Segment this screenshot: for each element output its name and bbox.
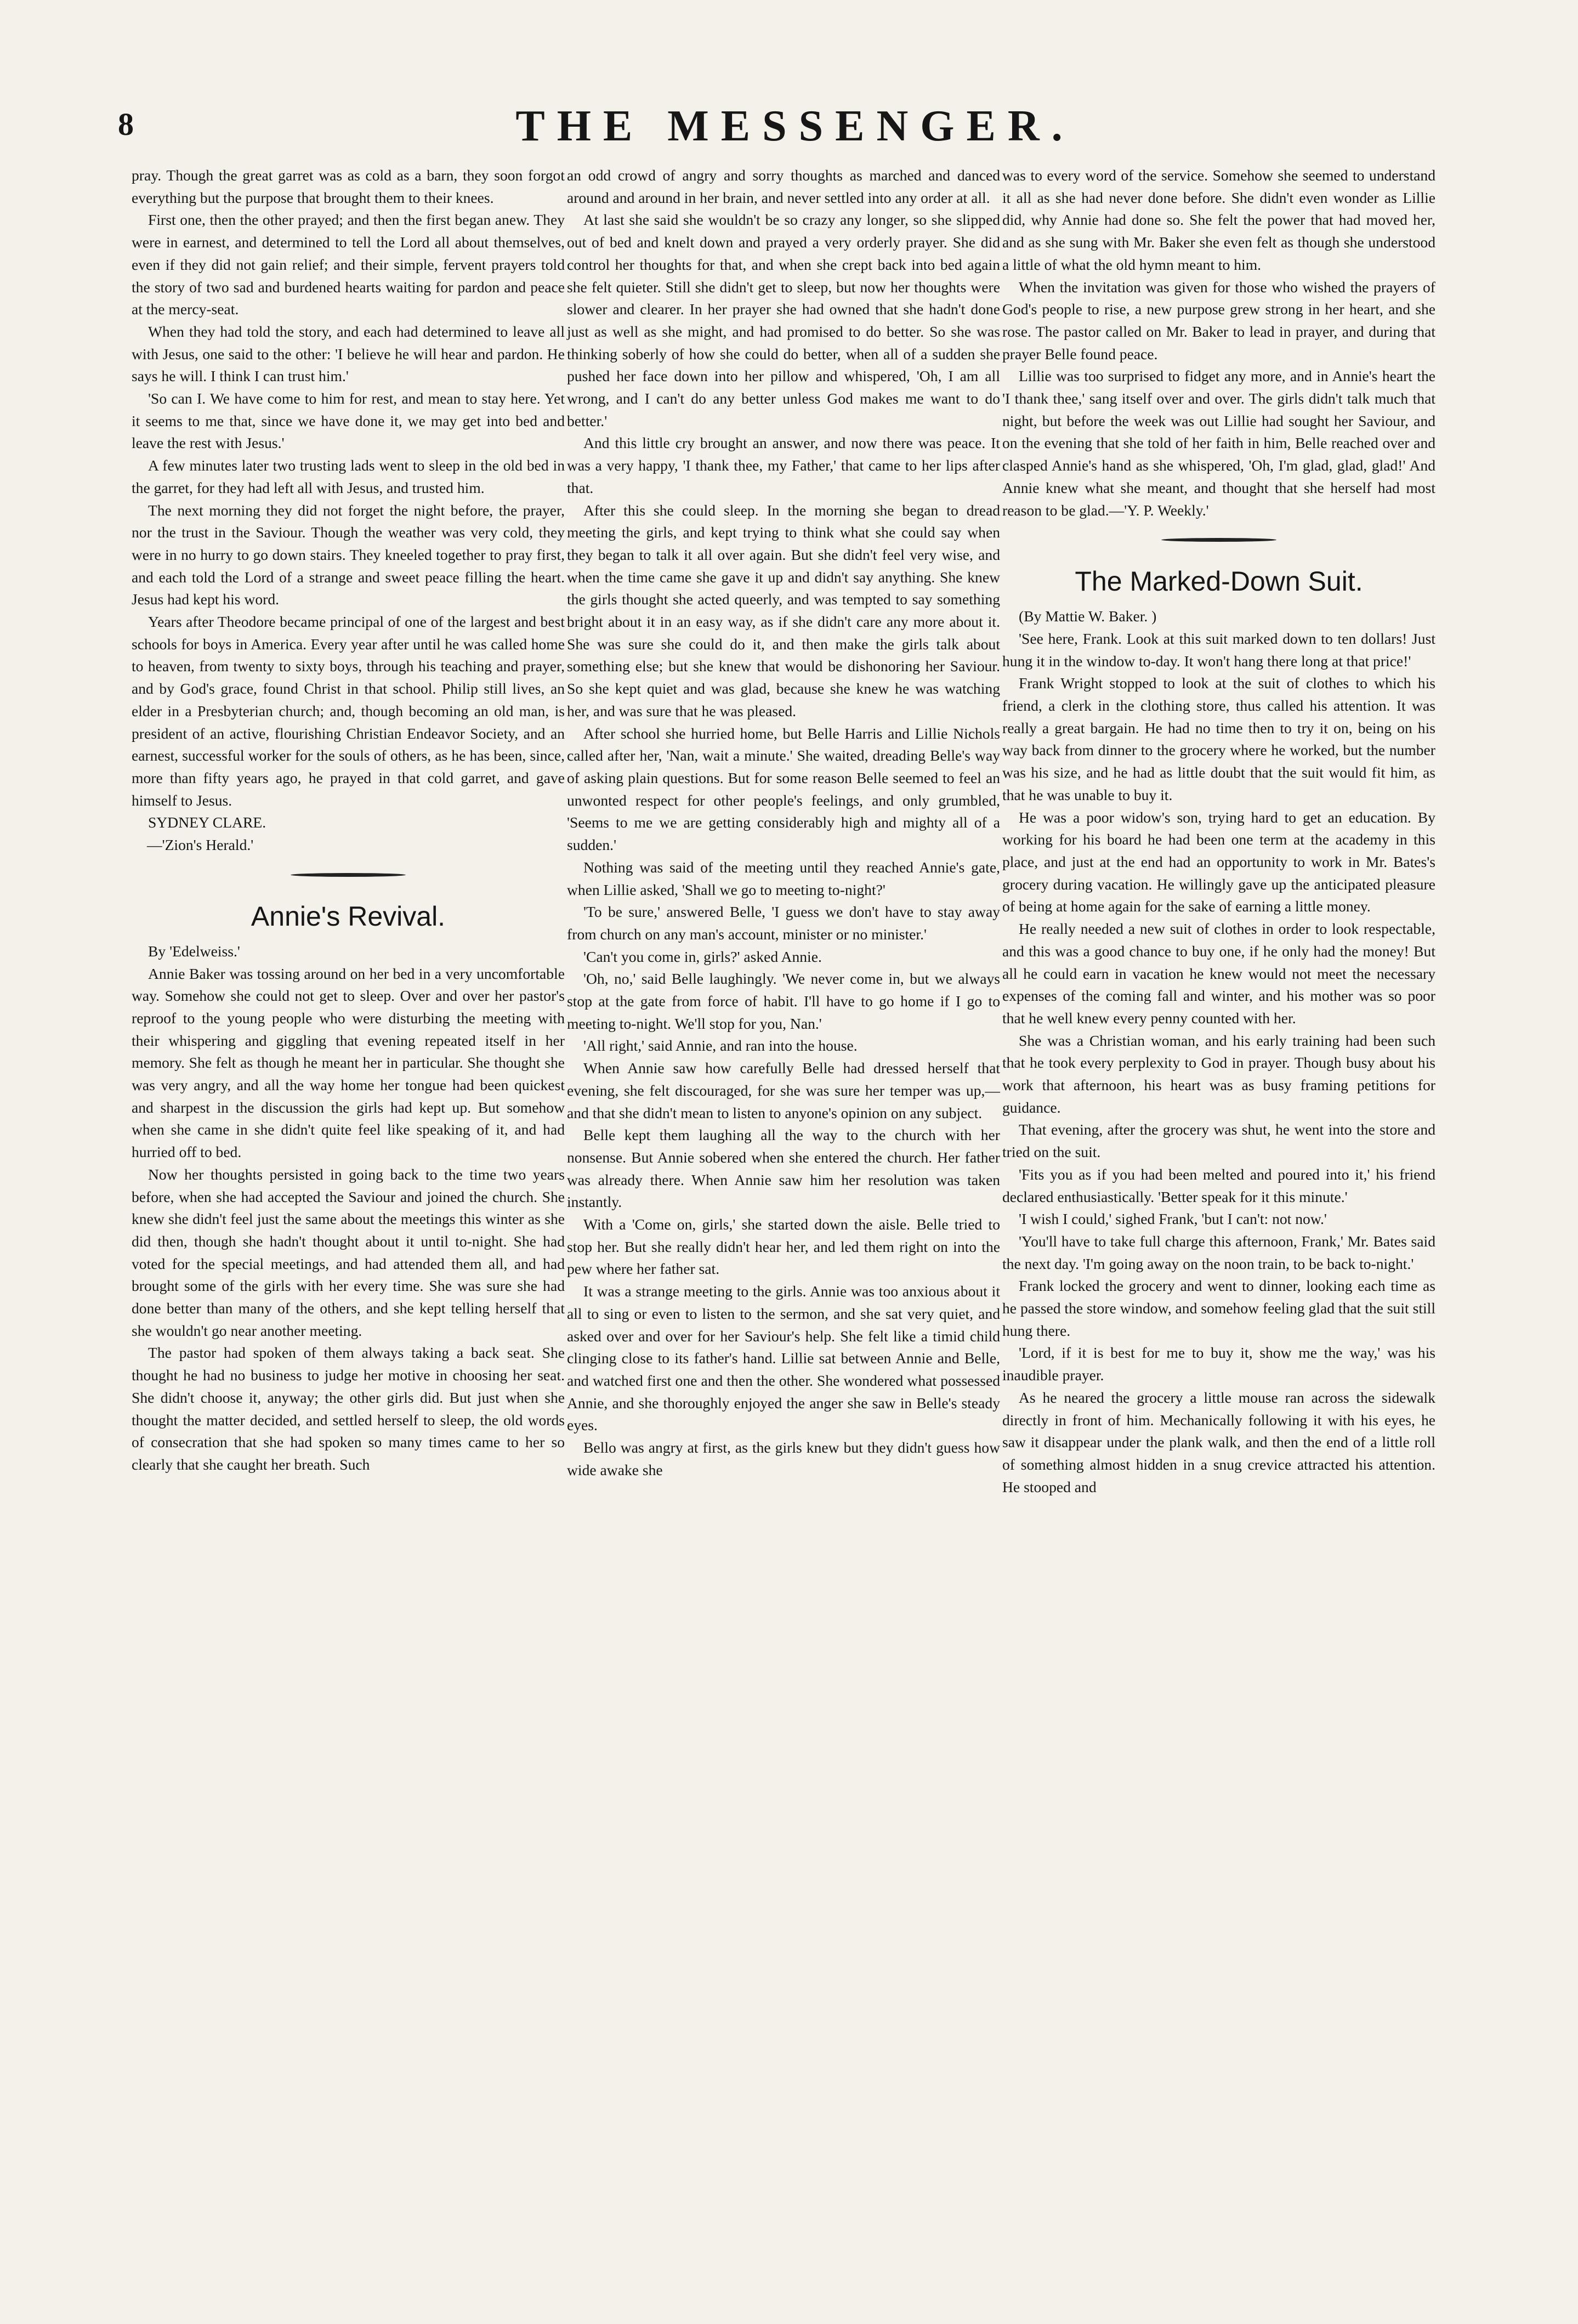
story3-paragraph: 'Lord, if it is best for me to buy it, show me the way,' was his inaudible prayer. — [1002, 1344, 1435, 1384]
story3-paragraph: Frank Wright stopped to look at the suit of clothes to which his friend, a clerk in the clothing store, thus called his attention. It was really a great bargain. He had no time then to try it on, being on his way back from dinner to the grocery where he worked, but the number was his size, and he had as little doubt that the suit would fit him, as that he was unable to buy it. — [1002, 674, 1435, 803]
story3-paragraph: She was a Christian woman, and his early training had been such that he took every perplexity to God in prayer. Though busy about his work that afternoon, his heart was as busy framing petitions for guidance. — [1002, 1031, 1435, 1116]
story3-paragraph: 'Fits you as if you had been melted and poured into it,' his friend declared enthusiastically. 'Better speak for it this minute.' — [1002, 1165, 1435, 1205]
story3-paragraph: 'See here, Frank. Look at this suit marked down to ten dollars! Just hung it in the window to-day. It won't hang there long at that price!' — [1002, 630, 1435, 670]
story2-paragraph: And this little cry brought an answer, and now there was peace. It was a very happy, 'I thank thee, my Father,' that came to her lips after that. — [567, 434, 1000, 496]
story2-paragraph: It was a strange meeting to the girls. Annie was too anxious about it all to sing or even to listen to the sermon, and she sat very quiet, and asked over and over for her Saviour's help. She felt like a timid child clinging close to its father's hand. Lillie sat between Annie and Belle, and watched first one and then the other. She wondered what possessed Annie, and she thoroughly enjoyed the anger she saw in Belle's steady eyes. — [567, 1283, 1000, 1434]
story2-paragraph: After school she hurried home, but Belle Harris and Lillie Nichols called after her, 'Nan, wait a minute.' She waited, dreading Belle's way of asking plain questions. But for some reason Belle seemed to feel an unwonted respect for other people's feelings, and only grumbled, 'Seems to me we are getting considerably high and mighty all of a sudden.' — [567, 724, 1000, 854]
story2-title: Annie's Revival. — [251, 900, 446, 932]
column-3 — [1002, 165, 1435, 1498]
story2-byline: By 'Edelweiss.' — [148, 942, 240, 960]
story1-paragraph: Years after Theodore became principal of one of the largest and best schools for boys in America. Every year after until he was called home to heaven, from twenty to sixty boys, through his teaching and prayer, and by God's grace, found Christ in that school. Philip still lives, an elder in a Presbyterian church; and, though becoming an old man, is president of an active, flourishing Christian Endeavor Society, and an earnest, successful worker for the souls of others, as he has been, since, more than fifty years ago, he prayed in that cold garret, and gave himself to Jesus. — [132, 613, 565, 809]
story2-paragraph: At last she said she wouldn't be so crazy any longer, so she slipped out of bed and knelt down and prayed a very orderly prayer. She did control her thoughts for that, and when she crept back into bed again she felt quieter. Still she didn't get to sleep, but now her thoughts were slower and clearer. In her prayer she had owned that she hadn't done just as well as she might, and had promised to do better. So she was thinking soberly of how she could do better, when all of a sudden she pushed her face down into her pillow and whispered, 'Oh, I am all wrong, and I can't do any better unless God makes me want to do better.' — [567, 211, 1000, 429]
section-divider — [291, 873, 406, 877]
story3-paragraph: Frank locked the grocery and went to dinner, looking each time as he passed the store window, and somehow feeling glad that the suit still hung there. — [1002, 1277, 1435, 1339]
story2-paragraph: After this she could sleep. In the morning she began to dread meeting the girls, and kept trying to think what she could say when they began to talk it all over again. But she didn't feel very wise, and when the time came she gave it up and didn't say anything. She knew the girls thought she acted queerly, and was tempted to say something bright about it in an easy way, as if she didn't care any more about it. She was sure she could do it, and then make the girls talk about something else; but she knew that would be dishonoring her Saviour. So she kept quiet and was glad, because she knew he was watching her, and was sure that he was pleased. — [567, 501, 1000, 719]
section-divider — [1161, 538, 1276, 542]
masthead — [118, 101, 1472, 151]
newspaper-title: THE MESSENGER. — [515, 102, 1075, 150]
page-number: 8 — [118, 106, 134, 142]
story2-paragraph: 'Oh, no,' said Belle laughingly. 'We never come in, but we always stop at the gate from force of habit. I'll have to go home if I go to meeting to-night. We'll stop for you, Nan.' — [567, 970, 1000, 1032]
story1-paragraph: A few minutes later two trusting lads went to sleep in the old bed in the garret, for they had left all with Jesus, and trusted him. — [132, 457, 565, 496]
story1-credit: —'Zion's Herald.' — [147, 836, 254, 854]
story2-paragraph: When Annie saw how carefully Belle had dressed herself that evening, she felt discouraged, for she was sure her temper was up,—and that she didn't mean to listen to anyone's opinion on any subject. — [567, 1059, 1000, 1121]
story3-paragraph: He was a poor widow's son, trying hard to get an education. By working for his board he had been one term at the academy in this place, and just at the end had an opportunity to work in Mr. Bates's grocery during vacation. He willingly gave up the anticipated pleasure of being at home again for the sake of earning a little money. — [1002, 808, 1435, 915]
story2-paragraph: an odd crowd of angry and sorry thoughts as marched and danced around and around in her brain, and never settled into any order at all. — [567, 167, 1000, 206]
story2-paragraph: Nothing was said of the meeting until they reached Annie's gate, when Lillie asked, 'Shall we go to meeting to-night?' — [567, 858, 1000, 898]
story2-paragraph: The pastor had spoken of them always taking a back seat. She thought he had no business to judge her motive in choosing her seat. She didn't choose it, anyway; the other girls did. But just when she thought the matter decided, and settled herself to sleep, the old words of consecration that she had spoken so many times came to her so clearly that she caught her breath. Such — [132, 1344, 565, 1473]
column-1 — [132, 165, 565, 1476]
story3-paragraph: That evening, after the grocery was shut, he went into the store and tried on the suit. — [1002, 1121, 1435, 1161]
story2-paragraph: Bello was angry at first, as the girls knew but they didn't guess how wide awake she — [567, 1439, 1000, 1478]
column-2 — [567, 165, 1000, 1481]
story2-paragraph: 'Can't you come in, girls?' asked Annie. — [583, 948, 822, 965]
story3-paragraph: He really needed a new suit of clothes in order to look respectable, and this was a good chance to buy one, if he only had the money! But all he could earn in vacation he knew would not meet the necessary expenses of the coming fall and winter, and his mother was so poor that he well knew every penny counted with her. — [1002, 920, 1435, 1027]
story2-paragraph: Lillie was too surprised to fidget any more, and in Annie's heart the 'I thank thee,' sang itself over and over. The girls didn't talk much that night, but before the week was out Lillie had sought her Saviour, and on the evening that she told of her faith in him, Belle reached over and clasped Annie's hand as she whispered, 'Oh, I'm glad, glad, glad!' And Annie knew what she meant, and thought that she herself had most reason to be glad.—'Y. P. Weekly.' — [1002, 367, 1435, 519]
story2-paragraph: 'All right,' said Annie, and ran into the house. — [583, 1037, 858, 1055]
story3-paragraph: 'You'll have to take full charge this afternoon, Frank,' Mr. Bates said the next day. 'I'm going away on the noon train, to be back to-night.' — [1002, 1232, 1435, 1272]
story1-paragraph: pray. Though the great garret was as cold as a barn, they soon forgot everything but the purpose that brought them to their knees. — [132, 167, 565, 206]
story2-paragraph: When the invitation was given for those who wished the prayers of God's people to rise, a new purpose grew strong in her heart, and she rose. The pastor called on Mr. Baker to lead in prayer, and during that prayer Belle found peace. — [1002, 278, 1435, 362]
story3-byline: (By Mattie W. Baker. ) — [1019, 608, 1157, 625]
story1-paragraph: First one, then the other prayed; and then the first began anew. They were in earnest, and determined to tell the Lord all about themselves, even if they did not gain relief; and their simple, fervent prayers told the story of two sad and burdened hearts waiting for pardon and peace at the mercy-seat. — [132, 211, 565, 318]
story1-paragraph: 'So can I. We have come to him for rest, and mean to stay here. Yet it seems to me that, since we have done it, we may get into bed and leave the rest with Jesus.' — [132, 390, 565, 452]
story2-paragraph: With a 'Come on, girls,' she started down the aisle. Belle tried to stop her. But she really didn't hear her, and led them right on into the pew where her father sat. — [567, 1216, 1000, 1278]
story3-paragraph: 'I wish I could,' sighed Frank, 'but I can't: not now.' — [1019, 1210, 1327, 1228]
story1-paragraph: When they had told the story, and each had determined to leave all with Jesus, one said to the other: 'I believe he will hear and pardon. He says he will. I think I can trust him.' — [132, 322, 565, 385]
story3-paragraph: As he neared the grocery a little mouse ran across the sidewalk directly in front of him. Mechanically following it with his eyes, he saw it disappear under the plank walk, and then the end of a little roll of something almost hidden in a snug crevice attracted his attention. He stooped and — [1002, 1388, 1435, 1495]
story1-paragraph: The next morning they did not forget the night before, the prayer, nor the trust in the Saviour. Though the weather was very cold, they were in no hurry to go down stairs. They kneeled together to pray first, and each told the Lord of a strange and sweet peace filling the heart. Jesus had kept his word. — [132, 501, 565, 608]
story2-paragraph: was to every word of the service. Somehow she seemed to understand it all as she had never done before. She didn't even wonder as Lillie did, why Annie had done so. She felt the power that had moved her, and as she sung with Mr. Baker she even felt as though she understood a little of what the old hymn meant to him. — [1002, 167, 1435, 273]
story2-paragraph: Belle kept them laughing all the way to the church with her nonsense. But Annie sobered when she entered the church. Her father was already there. When Annie saw him her resolution was taken instantly. — [567, 1126, 1000, 1211]
story1-signature: SYDNEY CLARE. — [148, 814, 266, 831]
story2-paragraph: Now her thoughts persisted in going back to the time two years before, when she had accepted the Saviour and joined the church. She knew she didn't feel just the same about the meetings this winter as she did then, though she hadn't thought about it until to-night. She had voted for the special meetings, and had attended them all, and had brought some of the girls with her every time. She was sure she had done better than many of the others, and she kept telling herself that she wouldn't go near another meeting. — [132, 1165, 565, 1339]
story3-title: The Marked-Down Suit. — [1075, 566, 1363, 597]
story2-paragraph: 'To be sure,' answered Belle, 'I guess we don't have to stay away from church on any man's account, minister or no minister.' — [567, 903, 1000, 943]
story2-paragraph: Annie Baker was tossing around on her bed in a very uncomfortable way. Somehow she could not get to sleep. Over and over her pastor's reproof to the young people who were disturbing the meeting with their whispering and giggling that evening repeated itself in her memory. She felt as though he meant her in particular. She thought she was very angry, and all the way home her tongue had been quickest and sharpest in the discussion the girls had kept up. But somehow when she came in she didn't quite feel like speaking of it, and had hurried off to bed. — [132, 965, 565, 1161]
